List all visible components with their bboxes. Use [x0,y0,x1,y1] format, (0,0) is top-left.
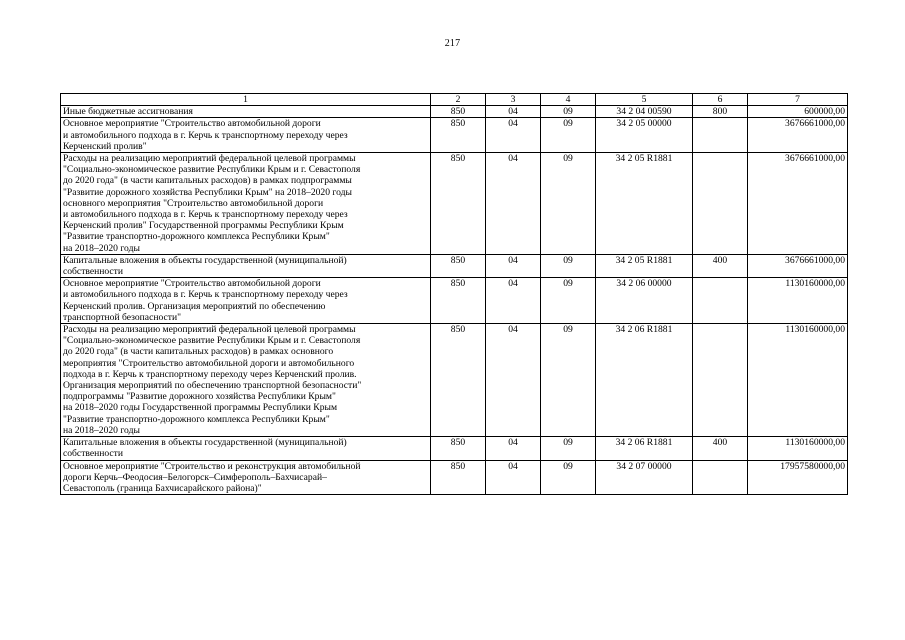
row-sum: 1130160000,00 [748,278,848,324]
row-code-2: 850 [431,106,486,118]
column-header-2: 2 [431,94,486,106]
column-header-4: 4 [541,94,596,106]
row-code-6 [693,278,748,324]
table-row [61,153,848,255]
row-code-4: 09 [541,278,596,324]
row-code-2: 850 [431,254,486,277]
row-code-2: 850 [431,437,486,460]
row-code-6: 800 [693,106,748,118]
row-code-3: 04 [486,254,541,277]
table-row [61,254,848,277]
column-header-5: 5 [596,94,693,106]
row-code-5: 34 2 07 00000 [596,460,693,495]
column-header-6: 6 [693,94,748,106]
row-code-6 [693,460,748,495]
row-code-3: 04 [486,106,541,118]
row-sum: 3676661000,00 [748,118,848,153]
row-code-6 [693,153,748,255]
row-code-5: 34 2 06 R1881 [596,324,693,437]
budget-table [60,93,848,495]
row-name: Расходы на реализацию мероприятий федеральной целевой программы "Социально-экономическое развитие Республики Крым и г. Севастополя до 2020 года" (в части капитальных расходов) в рамках подпрограммы "Развитие дорожного хозяйства Республики Крым" на 2018–2020 годы основного мероприятия "Строительство автомобильной дороги и автомобильного подхода в г. Керчь к транспортному переходу через Керченский пролив" Государственной программы Республики Крым "Развитие транспортно-дорожного комплекса Республики Крым" на 2018–2020 годы [61,153,431,255]
column-header-7: 7 [748,94,848,106]
row-code-2: 850 [431,118,486,153]
row-code-5: 34 2 05 R1881 [596,254,693,277]
row-code-6: 400 [693,437,748,460]
row-sum: 3676661000,00 [748,153,848,255]
row-code-4: 09 [541,324,596,437]
row-code-4: 09 [541,460,596,495]
table-row [61,106,848,118]
row-code-3: 04 [486,460,541,495]
row-code-3: 04 [486,278,541,324]
row-code-3: 04 [486,153,541,255]
row-code-3: 04 [486,437,541,460]
row-name: Капитальные вложения в объекты государственной (муниципальной) собственности [61,254,431,277]
column-header-1: 1 [61,94,431,106]
row-code-5: 34 2 05 R1881 [596,153,693,255]
row-code-2: 850 [431,460,486,495]
table-row [61,324,848,437]
row-sum: 17957580000,00 [748,460,848,495]
row-sum: 1130160000,00 [748,437,848,460]
row-code-6 [693,324,748,437]
table-row [61,278,848,324]
row-code-6: 400 [693,254,748,277]
header-row [61,94,848,106]
row-name: Иные бюджетные ассигнования [61,106,431,118]
column-header-3: 3 [486,94,541,106]
row-code-4: 09 [541,153,596,255]
row-sum: 1130160000,00 [748,324,848,437]
table-row [61,118,848,153]
row-code-2: 850 [431,278,486,324]
row-code-3: 04 [486,324,541,437]
row-name: Капитальные вложения в объекты государственной (муниципальной) собственности [61,437,431,460]
row-code-5: 34 2 06 00000 [596,278,693,324]
row-sum: 3676661000,00 [748,254,848,277]
row-code-2: 850 [431,153,486,255]
row-code-6 [693,118,748,153]
row-name: Основное мероприятие "Строительство и реконструкция автомобильной дороги Керчь–Феодосия–Белогорск–Симферополь–Бахчисарай– Севастополь (граница Бахчисарайского района)" [61,460,431,495]
row-code-4: 09 [541,118,596,153]
row-sum: 600000,00 [748,106,848,118]
row-code-4: 09 [541,437,596,460]
row-name: Основное мероприятие "Строительство автомобильной дороги и автомобильного подхода в г. Керчь к транспортному переходу через Керченский пролив. Организация мероприятий по обеспечению транспортной безопасности" [61,278,431,324]
table-row [61,437,848,460]
row-code-4: 09 [541,106,596,118]
row-code-3: 04 [486,118,541,153]
row-code-4: 09 [541,254,596,277]
table-row [61,460,848,495]
row-code-2: 850 [431,324,486,437]
row-name: Основное мероприятие "Строительство автомобильной дороги и автомобильного подхода в г. Керчь к транспортному переходу через Керченский пролив" [61,118,431,153]
row-name: Расходы на реализацию мероприятий федеральной целевой программы "Социально-экономическое развитие Республики Крым и г. Севастополя до 2020 года" (в части капитальных расходов) в рамках основного мероприятия "Строительство автомобильной дороги и автомобильного подхода в г. Керчь к транспортному переходу через Керченский пролив. Организация мероприятий по обеспечению транспортной безопасности" подпрограммы "Развитие дорожного хозяйства Республики Крым" на 2018–2020 годы Государственной программы Республики Крым "Развитие транспортно-дорожного комплекса Республики Крым" на 2018–2020 годы [61,324,431,437]
row-code-5: 34 2 06 R1881 [596,437,693,460]
page-number: 217 [444,38,461,49]
row-code-5: 34 2 04 00590 [596,106,693,118]
row-code-5: 34 2 05 00000 [596,118,693,153]
